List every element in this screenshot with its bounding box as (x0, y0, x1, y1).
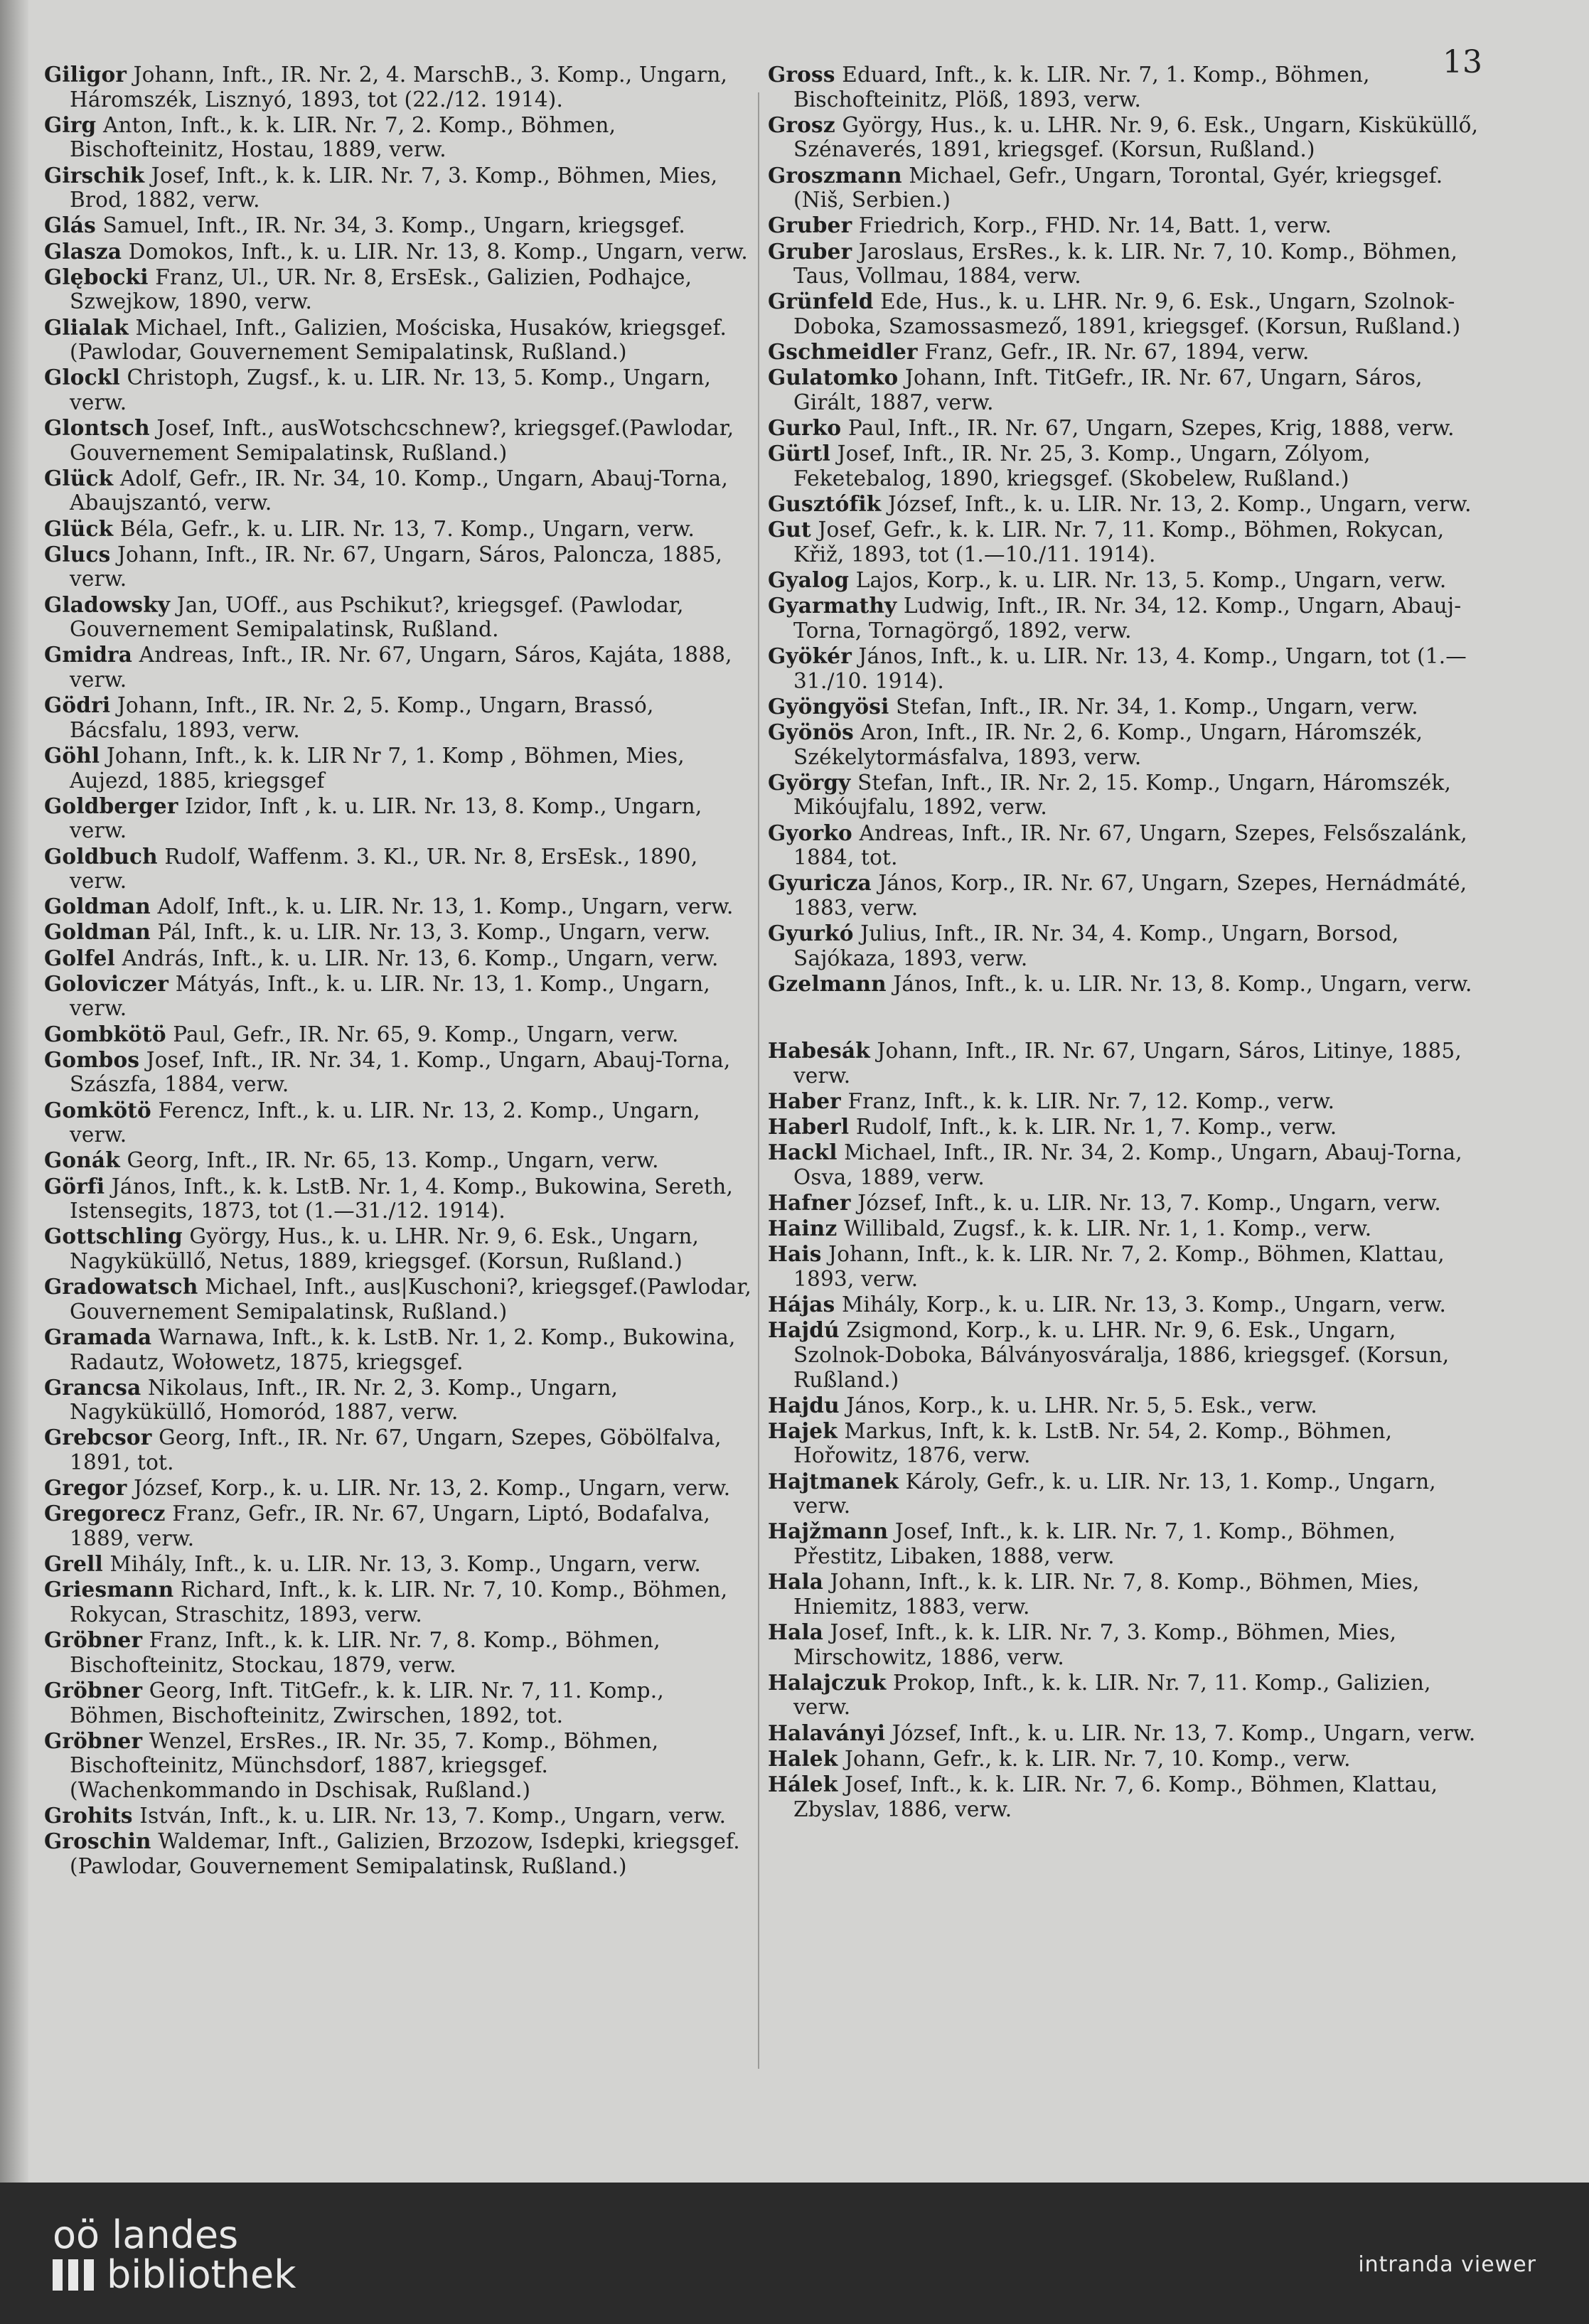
list-item (768, 416, 1479, 441)
list-item (768, 695, 1479, 719)
entry-details: Julius, Inft., IR. Nr. 34, 4. Komp., Ungarn, Borsod, Sajókaza, 1893, verw. (793, 921, 1399, 970)
list-item (44, 845, 755, 894)
entry-details: Johann, Gefr., k. k. LIR. Nr. 7, 10. Komp., verw. (838, 1746, 1351, 1771)
entry-surname: Hajžmann (768, 1519, 889, 1544)
entry-details: János, Korp., IR. Nr. 67, Ungarn, Szepes, Hernádmáté, 1883, verw. (793, 871, 1467, 920)
entry-surname: Gonák (44, 1147, 120, 1173)
entry-details: Samuel, Inft., IR. Nr. 34, 3. Komp., Ungarn, kriegsgef. (95, 213, 686, 238)
entry-surname: Gomkötö (44, 1097, 151, 1123)
list-item (44, 920, 755, 945)
entry-surname: Gyalog (768, 567, 850, 592)
entry-details: Michael, Inft., Galizien, Mościska, Husaków, kriegsgef. (Pawlodar, Gouvernement Semipalatinsk, Rußland.) (70, 315, 727, 365)
list-item (768, 921, 1479, 970)
entry-surname: Habesák (768, 1038, 870, 1064)
entry-surname: Gombos (44, 1046, 140, 1072)
entry-surname: Goldberger (44, 793, 178, 818)
entry-surname: Gzelmann (768, 970, 887, 996)
entry-details: Zsigmond, Korp., k. u. LHR. Nr. 9, 6. Esk., Ungarn, Szolnok-Doboka, Bálványosváralja, 1886, kriegsgef. (Korsun, Rußland.) (793, 1318, 1450, 1392)
list-item (768, 1570, 1479, 1619)
list-item (44, 643, 755, 692)
entry-surname: Gramada (44, 1324, 152, 1349)
entry-details: Warnawa, Inft., k. k. LstB. Nr. 1, 2. Komp., Bukowina, Radautz, Wołowetz, 1875, kriegsgef. (70, 1324, 736, 1374)
section-gap (768, 997, 1479, 1039)
entry-surname: Glialak (44, 314, 129, 340)
entry-details: Josef, Gefr., k. k. LIR. Nr. 7, 11. Komp., Böhmen, Rokycan, Křiž, 1893, tot (1.—10./11. 1914). (793, 518, 1445, 567)
right-column (768, 63, 1479, 1823)
entry-surname: Grell (44, 1551, 103, 1577)
list-item (768, 365, 1479, 414)
entry-details: Josef, Inft., ausWotschcschnew?, kriegsgef.(Pawlodar, Gouvernement Semipalatinsk, Rußland.) (70, 416, 734, 465)
entry-details: Ludwig, Inft., IR. Nr. 34, 12. Komp., Ungarn, Abauj-Torna, Tornagörgő, 1892, verw. (793, 594, 1462, 643)
entry-surname: Giligor (44, 62, 127, 87)
entry-details: Josef, Inft., k. k. LIR. Nr. 7, 6. Komp., Böhmen, Klattau, Zbyslav, 1886, verw. (793, 1772, 1438, 1821)
entry-details: Josef, Inft., k. k. LIR. Nr. 7, 1. Komp., Böhmen, Přestitz, Libaken, 1888, verw. (793, 1519, 1396, 1569)
list-item (768, 518, 1479, 567)
entry-details: Mihály, Korp., k. u. LIR. Nr. 13, 3. Komp., Ungarn, verw. (835, 1292, 1447, 1317)
entry-surname: Gladowsky (44, 591, 171, 617)
list-item (44, 416, 755, 465)
entry-surname: Gregor (44, 1475, 127, 1501)
entry-surname: Glück (44, 465, 114, 491)
entry-surname: Glontsch (44, 415, 150, 441)
entries-h (768, 1039, 1479, 1821)
page-number: 13 (1443, 44, 1482, 80)
list-item (768, 1519, 1479, 1568)
entry-details: Jan, UOff., aus Pschikut?, kriegsgef. (Pawlodar, Gouvernement Semipalatinsk, Rußland. (70, 592, 684, 642)
list-item (768, 821, 1479, 870)
list-item (44, 542, 755, 591)
list-item (44, 1829, 755, 1878)
list-item (44, 744, 755, 793)
list-item (44, 1048, 755, 1097)
entry-surname: Goldman (44, 894, 151, 919)
entry-details: András, Inft., k. u. LIR. Nr. 13, 6. Komp., Ungarn, verw. (114, 946, 719, 970)
list-item (44, 1275, 755, 1324)
entry-details: Markus, Inft, k. k. LstB. Nr. 54, 2. Komp., Böhmen, Hořowitz, 1876, verw. (793, 1418, 1393, 1468)
list-item (44, 972, 755, 1021)
entry-details: Josef, Inft., k. k. LIR. Nr. 7, 3. Komp., Böhmen, Mies, Brod, 1882, verw. (70, 163, 718, 213)
entry-surname: Hainz (768, 1216, 838, 1241)
entry-surname: Girschik (44, 162, 145, 188)
list-item (44, 1022, 755, 1047)
entry-surname: Gyuricza (768, 870, 872, 896)
entry-surname: Gyurkó (768, 921, 854, 946)
entry-details: Aron, Inft., IR. Nr. 2, 6. Komp., Ungarn, Háromszék, Székelytormásfalva, 1893, verw. (793, 719, 1423, 769)
list-item (768, 568, 1479, 593)
library-logo[interactable] (53, 2212, 296, 2297)
entry-details: Johann, Inft., k. k. LIR. Nr. 7, 8. Komp., Böhmen, Mies, Hniemitz, 1883, verw. (793, 1570, 1420, 1619)
list-item (768, 441, 1479, 491)
entry-details: Georg, Inft., IR. Nr. 65, 13. Komp., Ungarn, verw. (119, 1148, 659, 1173)
entry-details: József, Inft., k. u. LIR. Nr. 13, 7. Komp., Ungarn, verw. (850, 1190, 1441, 1215)
entry-details: Franz, Gefr., IR. Nr. 67, Ungarn, Liptó, Bodafalva, 1889, verw. (70, 1501, 711, 1551)
entry-details: Jaroslaus, ErsRes., k. k. LIR. Nr. 7, 10. Komp., Böhmen, Taus, Vollmau, 1884, verw. (793, 239, 1458, 289)
entry-details: Andreas, Inft., IR. Nr. 67, Ungarn, Sáros, Kajáta, 1888, verw. (70, 643, 732, 692)
entry-details: Michael, Gefr., Ungarn, Torontal, Gyér, kriegsgef. (Niš, Serbien.) (793, 163, 1443, 213)
entry-surname: Glás (44, 213, 96, 238)
entry-surname: Hais (768, 1241, 822, 1267)
entry-surname: Göhl (44, 742, 100, 768)
page-gutter (0, 0, 28, 2183)
list-item (768, 1721, 1479, 1746)
entry-surname: Gödri (44, 692, 111, 718)
entry-details: Andreas, Inft., IR. Nr. 67, Ungarn, Szepes, Felsőszalánk, 1884, tot. (793, 820, 1467, 870)
entry-details: Béla, Gefr., k. u. LIR. Nr. 13, 7. Komp., Ungarn, verw. (113, 516, 695, 541)
entry-details: Adolf, Inft., k. u. LIR. Nr. 13, 1. Komp., Ungarn, verw. (150, 894, 734, 919)
list-item (44, 946, 755, 971)
list-item (44, 1325, 755, 1374)
list-item (768, 240, 1479, 289)
entry-surname: Gruber (768, 213, 852, 238)
list-item (44, 164, 755, 213)
list-item (44, 794, 755, 843)
entry-details: Johann, Inft. TitGefr., IR. Nr. 67, Ungarn, Sáros, Girált, 1887, verw. (793, 365, 1423, 414)
list-item (44, 894, 755, 919)
entry-surname: Haber (768, 1088, 841, 1113)
entry-surname: Grosz (768, 112, 835, 137)
entry-surname: Glucs (44, 541, 111, 567)
entry-surname: Hackl (768, 1140, 838, 1165)
entry-details: Eduard, Inft., k. k. LIR. Nr. 7, 1. Komp., Böhmen, Bischofteinitz, Plöß, 1893, verw. (793, 63, 1370, 112)
entry-details: György, Hus., k. u. LHR. Nr. 9, 6. Esk., Ungarn, Nagyküküllő, Netus, 1889, kriegsgef. (Korsun, Rußland.) (70, 1224, 700, 1273)
entry-surname: Grebcsor (44, 1425, 152, 1450)
list-item (768, 720, 1479, 769)
entry-surname: Grohits (44, 1803, 133, 1828)
list-item (768, 1089, 1479, 1114)
entry-details: Michael, Inft., aus|Kuschoni?, kriegsgef.(Pawlodar, Gouvernement Semipalatinsk, Rußland.) (70, 1275, 751, 1324)
entry-details: Johann, Inft., IR. Nr. 2, 5. Komp., Ungarn, Brassó, Bácsfalu, 1893, verw. (70, 693, 654, 742)
entry-details: Anton, Inft., k. k. LIR. Nr. 7, 2. Komp., Böhmen, Bischofteinitz, Hostau, 1889, verw. (70, 112, 616, 162)
entry-surname: Gombkötö (44, 1021, 166, 1046)
entry-details: Josef, Inft., IR. Nr. 25, 3. Komp., Ungarn, Zólyom, Feketebalog, 1890, kriegsgef. (Skobelew, Rußland.) (793, 441, 1371, 491)
entry-surname: Gschmeidler (768, 339, 918, 365)
entry-details: Adolf, Gefr., IR. Nr. 34, 10. Komp., Ungarn, Abauj-Torna, Abaujszantó, verw. (70, 466, 729, 515)
entry-surname: Gröbner (44, 1728, 143, 1753)
list-item (768, 972, 1479, 997)
entry-surname: Goloviczer (44, 970, 169, 996)
list-item (44, 1148, 755, 1173)
entry-details: Josef, Inft., k. k. LIR. Nr. 7, 3. Komp., Böhmen, Mies, Mirschowitz, 1886, verw. (793, 1620, 1397, 1669)
viewer-brand[interactable]: intranda viewer (1358, 2252, 1536, 2277)
list-item (44, 213, 755, 238)
entry-surname: Gregorecz (44, 1501, 166, 1526)
entry-details: Franz, Inft., k. k. LIR. Nr. 7, 12. Komp., verw. (840, 1088, 1335, 1113)
entry-surname: Hafner (768, 1189, 851, 1215)
entry-details: István, Inft., k. u. LIR. Nr. 13, 7. Komp., Ungarn, verw. (132, 1804, 727, 1828)
entry-surname: Hala (768, 1619, 824, 1644)
entry-surname: Grünfeld (768, 289, 874, 314)
entry-details: József, Korp., k. u. LIR. Nr. 13, 2. Komp., Ungarn, verw. (127, 1476, 731, 1501)
list-item (768, 1671, 1479, 1720)
entry-details: Ede, Hus., k. u. LHR. Nr. 9, 6. Esk., Ungarn, Szolnok-Doboka, Szamossasmező, 1891, kriegsgef. (Korsun, Rußland.) (793, 289, 1461, 338)
entry-surname: Gurko (768, 415, 842, 441)
entry-details: Rudolf, Inft., k. k. LIR. Nr. 1, 7. Komp., verw. (849, 1115, 1337, 1139)
entry-surname: Glockl (44, 365, 120, 390)
entry-details: Josef, Inft., IR. Nr. 34, 1. Komp., Ungarn, Abauj-Torna, Szászfa, 1884, verw. (70, 1047, 731, 1097)
entry-surname: Hajdú (768, 1317, 840, 1343)
entry-surname: Halaványi (768, 1720, 886, 1745)
entry-surname: Goldbuch (44, 843, 158, 869)
entry-details: Izidor, Inft , k. u. LIR. Nr. 13, 8. Komp., Ungarn, verw. (70, 793, 702, 843)
list-item (44, 1804, 755, 1828)
list-item (44, 1501, 755, 1551)
entry-surname: Görfi (44, 1173, 105, 1199)
entry-details: Lajos, Korp., k. u. LIR. Nr. 13, 5. Komp., Ungarn, verw. (849, 568, 1447, 592)
list-item (44, 1476, 755, 1501)
entry-surname: Gyarmathy (768, 593, 897, 619)
entry-details: Stefan, Inft., IR. Nr. 2, 15. Komp., Ungarn, Háromszék, Mikóujfalu, 1892, verw. (793, 770, 1452, 820)
entry-surname: Griesmann (44, 1577, 174, 1602)
list-item (768, 492, 1479, 517)
entry-details: György, Hus., k. u. LHR. Nr. 9, 6. Esk., Ungarn, Kisküküllő, Szénaverés, 1891, kriegsgef. (Korsun, Rußland.) (793, 112, 1479, 162)
list-item (768, 1318, 1479, 1392)
list-item (44, 1174, 755, 1223)
list-item (768, 1039, 1479, 1088)
entry-details: János, Inft., k. u. LIR. Nr. 13, 8. Komp., Ungarn, verw. (886, 971, 1472, 996)
entry-surname: Gyökér (768, 643, 852, 668)
entry-surname: Glębocki (44, 264, 149, 289)
entry-surname: Hajek (768, 1418, 838, 1443)
list-item (44, 1098, 755, 1147)
list-item (768, 1620, 1479, 1669)
entry-details: Mihály, Inft., k. u. LIR. Nr. 13, 3. Komp., Ungarn, verw. (102, 1552, 701, 1577)
list-item (44, 1224, 755, 1273)
entry-details: János, Korp., k. u. LHR. Nr. 5, 5. Esk., verw. (839, 1393, 1317, 1418)
entry-surname: Gyorko (768, 820, 852, 845)
list-item (44, 593, 755, 642)
entry-details: József, Inft., k. u. LIR. Nr. 13, 2. Komp., Ungarn, verw. (881, 492, 1472, 517)
entry-details: Georg, Inft., IR. Nr. 67, Ungarn, Szepes, Göbölfalva, 1891, tot. (70, 1425, 722, 1475)
entry-surname: Gröbner (44, 1677, 143, 1703)
entry-surname: Gyöngyösi (768, 693, 889, 719)
entry-surname: Groschin (44, 1828, 151, 1854)
entry-surname: Glück (44, 515, 114, 541)
list-item (44, 316, 755, 365)
list-item (44, 693, 755, 742)
list-item (768, 340, 1479, 365)
list-item (44, 1552, 755, 1577)
entry-surname: Groszmann (768, 162, 902, 188)
list-item (44, 365, 755, 414)
entry-details: Prokop, Inft., k. k. LIR. Nr. 7, 11. Komp., Galizien, verw. (793, 1670, 1431, 1720)
entry-details: Johann, Inft., k. k. LIR Nr 7, 1. Komp , Böhmen, Mies, Aujezd, 1885, kriegsgef (70, 743, 685, 793)
list-item (44, 265, 755, 314)
list-item (44, 1578, 755, 1627)
list-item (768, 594, 1479, 643)
logo-line-1: oö landes (53, 2212, 239, 2257)
list-item (768, 113, 1479, 162)
entry-surname: Gürtl (768, 441, 831, 466)
list-item (44, 1425, 755, 1474)
entry-details: Rudolf, Waffenm. 3. Kl., UR. Nr. 8, ErsEsk., 1890, verw. (70, 844, 698, 894)
list-item (768, 63, 1479, 112)
entry-details: Károly, Gefr., k. u. LIR. Nr. 13, 1. Komp., Ungarn, verw. (793, 1469, 1436, 1519)
entry-surname: Glasza (44, 238, 122, 264)
entry-surname: Gyönös (768, 719, 854, 744)
entry-surname: Gruber (768, 238, 852, 264)
entry-surname: Gmidra (44, 642, 133, 668)
entry-surname: Girg (44, 112, 97, 137)
entry-details: Michael, Inft., IR. Nr. 34, 2. Komp., Ungarn, Abauj-Torna, Osva, 1889, verw. (793, 1140, 1462, 1189)
list-item (768, 1140, 1479, 1189)
entry-details: Franz, Ul., UR. Nr. 8, ErsEsk., Galizien, Podhajce, Szwejkow, 1890, verw. (70, 264, 692, 314)
list-item (44, 1729, 755, 1803)
entry-details: Paul, Inft., IR. Nr. 67, Ungarn, Szepes, Krig, 1888, verw. (841, 416, 1455, 441)
entry-surname: Gross (768, 62, 835, 87)
list-item (768, 1393, 1479, 1418)
entry-surname: Haberl (768, 1114, 850, 1139)
entry-surname: Gut (768, 517, 811, 542)
list-item (768, 1191, 1479, 1216)
list-item (768, 644, 1479, 693)
list-item (768, 1216, 1479, 1241)
list-item (44, 1678, 755, 1728)
entry-details: Stefan, Inft., IR. Nr. 34, 1. Komp., Ungarn, verw. (889, 694, 1418, 719)
logo-line-2: bibliothek (107, 2252, 296, 2297)
entry-details: Georg, Inft. TitGefr., k. k. LIR. Nr. 7, 11. Komp., Böhmen, Bischofteinitz, Zwirschen, 1892, tot. (70, 1678, 664, 1728)
entry-details: Franz, Inft., k. k. LIR. Nr. 7, 8. Komp., Böhmen, Bischofteinitz, Stockau, 1879, verw. (70, 1628, 660, 1677)
entry-details: Ferencz, Inft., k. u. LIR. Nr. 13, 2. Komp., Ungarn, verw. (70, 1098, 700, 1147)
entry-surname: Halek (768, 1745, 838, 1771)
list-item (768, 1292, 1479, 1317)
entry-surname: Golfel (44, 945, 115, 970)
entry-details: Pál, Inft., k. u. LIR. Nr. 13, 3. Komp., Ungarn, verw. (150, 920, 711, 945)
entry-details: Paul, Gefr., IR. Nr. 65, 9. Komp., Ungarn, verw. (166, 1022, 679, 1046)
list-item (44, 113, 755, 162)
entry-details: Johann, Inft., IR. Nr. 2, 4. MarschB., 3. Komp., Ungarn, Háromszék, Lisznyó, 1893, tot (22./12. 1914). (70, 63, 728, 112)
entry-surname: Hajdu (768, 1392, 840, 1418)
entry-details: Waldemar, Inft., Galizien, Brzozow, Isdepki, kriegsgef. (Pawlodar, Gouvernement Semipalatinsk, Rußland.) (70, 1829, 740, 1878)
entry-surname: Gradowatsch (44, 1274, 198, 1300)
entry-details: József, Inft., k. u. LIR. Nr. 13, 7. Komp., Ungarn, verw. (885, 1720, 1476, 1745)
entry-surname: Hájas (768, 1292, 835, 1317)
entry-details: János, Inft., k. k. LstB. Nr. 1, 4. Komp., Bukowina, Sereth, Istensegits, 1873, tot (1.—31./12. 1914). (70, 1174, 734, 1223)
list-item (44, 517, 755, 542)
list-item (768, 871, 1479, 920)
entry-surname: Grancsa (44, 1374, 141, 1400)
entry-details: Mátyás, Inft., k. u. LIR. Nr. 13, 1. Komp., Ungarn, verw. (70, 971, 710, 1021)
entry-surname: Hala (768, 1569, 824, 1595)
entry-details: Friedrich, Korp., FHD. Nr. 14, Batt. 1, verw. (852, 213, 1332, 238)
entry-surname: Gusztófik (768, 491, 882, 517)
entry-surname: Gulatomko (768, 365, 899, 390)
entry-surname: Gottschling (44, 1223, 183, 1249)
entry-details: Willibald, Zugsf., k. k. LIR. Nr. 1, 1. Komp., verw. (837, 1216, 1372, 1241)
column-divider (758, 92, 759, 2069)
entry-details: Johann, Inft., IR. Nr. 67, Ungarn, Sáros, Paloncza, 1885, verw. (70, 542, 723, 591)
entry-details: Nikolaus, Inft., IR. Nr. 2, 3. Komp., Ungarn, Nagyküküllő, Homoród, 1887, verw. (70, 1375, 619, 1425)
entry-details: Richard, Inft., k. k. LIR. Nr. 7, 10. Komp., Böhmen, Rokycan, Straschitz, 1893, verw. (70, 1578, 728, 1627)
list-item (768, 1419, 1479, 1468)
list-item (44, 1628, 755, 1677)
entry-details: Wenzel, ErsRes., IR. Nr. 35, 7. Komp., Böhmen, Bischofteinitz, Münchsdorf, 1887, kriegsgef. (Wachenkommando in Dschisak, Rußland.) (70, 1728, 659, 1802)
list-item (768, 1469, 1479, 1519)
list-item (768, 1772, 1479, 1821)
list-item (768, 289, 1479, 338)
entry-surname: Goldman (44, 919, 151, 945)
list-item (768, 771, 1479, 820)
entry-details: Johann, Inft., k. k. LIR. Nr. 7, 2. Komp., Böhmen, Klattau, 1893, verw. (793, 1242, 1445, 1291)
list-item (44, 63, 755, 112)
list-item (44, 1376, 755, 1425)
entry-surname: Hajtmanek (768, 1468, 899, 1494)
entry-details: Franz, Gefr., IR. Nr. 67, 1894, verw. (917, 340, 1310, 365)
left-column (44, 63, 755, 1880)
entry-surname: Hálek (768, 1771, 838, 1796)
list-item (768, 164, 1479, 213)
entry-details: Domokos, Inft., k. u. LIR. Nr. 13, 8. Komp., Ungarn, verw. (122, 239, 748, 264)
entry-details: Christoph, Zugsf., k. u. LIR. Nr. 13, 5. Komp., Ungarn, verw. (70, 365, 712, 414)
entry-surname: Gröbner (44, 1627, 143, 1653)
list-item (768, 1242, 1479, 1291)
logo-bars-icon (53, 2259, 102, 2291)
entry-details: Johann, Inft., IR. Nr. 67, Ungarn, Sáros, Litinye, 1885, verw. (793, 1039, 1462, 1088)
entry-surname: Halajczuk (768, 1669, 887, 1695)
list-item (768, 213, 1479, 238)
entry-details: János, Inft., k. u. LIR. Nr. 13, 4. Komp., Ungarn, tot (1.—31./10. 1914). (793, 643, 1467, 693)
list-item (768, 1115, 1479, 1140)
list-item (768, 1747, 1479, 1772)
list-item (44, 466, 755, 515)
list-item (44, 240, 755, 264)
entries-g (768, 63, 1479, 996)
entry-surname: György (768, 769, 851, 795)
